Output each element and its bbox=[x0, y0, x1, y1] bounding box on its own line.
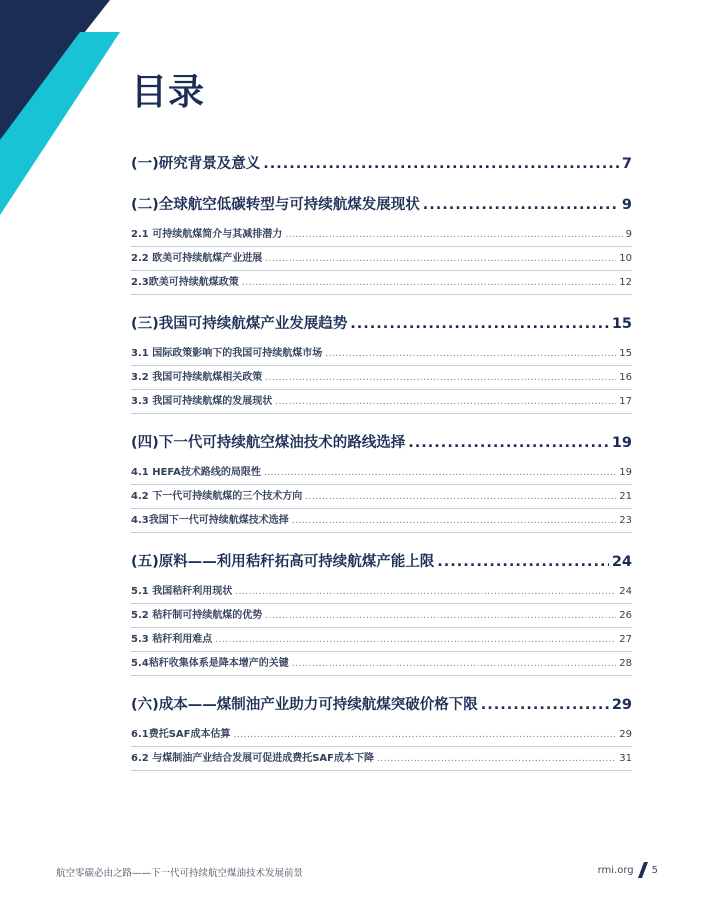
toc-entry-label: 5.4秸秆收集体系是降本增产的关键 bbox=[131, 658, 289, 669]
toc-leader-dots bbox=[285, 224, 622, 247]
footer-report-title: 航空零碳必由之路——下一代可持续航空煤油技术发展前景 bbox=[56, 868, 304, 879]
toc-section-heading[interactable] bbox=[131, 693, 632, 717]
toc-entry-page: 28 bbox=[619, 658, 632, 669]
table-of-contents bbox=[131, 152, 632, 788]
toc-leader-dots bbox=[292, 653, 617, 676]
toc-entry-label: 6.1费托SAF成本估算 bbox=[131, 729, 231, 740]
toc-leader-dots bbox=[437, 550, 609, 574]
toc-entry[interactable] bbox=[131, 652, 632, 676]
toc-leader-dots bbox=[235, 581, 616, 604]
toc-leader-dots bbox=[265, 367, 616, 390]
toc-section-page: 24 bbox=[611, 554, 632, 570]
toc-entry-label: 2.2 欧美可持续航煤产业进展 bbox=[131, 253, 263, 264]
toc-entry-page: 15 bbox=[619, 348, 632, 359]
toc-section bbox=[131, 312, 632, 414]
toc-entry[interactable] bbox=[131, 271, 632, 295]
toc-section-heading[interactable] bbox=[131, 152, 632, 176]
toc-entry[interactable] bbox=[131, 223, 632, 247]
toc-entry-label: 3.2 我国可持续航煤相关政策 bbox=[131, 372, 263, 383]
toc-leader-dots bbox=[242, 272, 617, 295]
toc-entry[interactable] bbox=[131, 580, 632, 604]
toc-leader-dots bbox=[265, 605, 616, 628]
toc-section-heading[interactable] bbox=[131, 431, 632, 455]
toc-entry-page: 24 bbox=[619, 586, 632, 597]
toc-entry-label: 6.2 与煤制油产业结合发展可促进成费托SAF成本下降 bbox=[131, 753, 374, 764]
toc-leader-dots bbox=[275, 391, 616, 414]
toc-entry-page: 27 bbox=[619, 634, 632, 645]
toc-section-heading[interactable] bbox=[131, 550, 632, 574]
toc-leader-dots bbox=[350, 312, 609, 336]
toc-entry[interactable] bbox=[131, 723, 632, 747]
toc-entry-label: 4.1 HEFA技术路线的局限性 bbox=[131, 467, 261, 478]
toc-entry-label: 3.3 我国可持续航煤的发展现状 bbox=[131, 396, 273, 407]
toc-leader-dots bbox=[423, 193, 619, 217]
footer-site: rmi.org bbox=[597, 864, 634, 876]
toc-section bbox=[131, 152, 632, 176]
toc-entry-page: 23 bbox=[619, 515, 632, 526]
toc-entry[interactable] bbox=[131, 342, 632, 366]
toc-leader-dots bbox=[408, 431, 609, 455]
toc-section-title: (六)成本——煤制油产业助力可持续航煤突破价格下限 bbox=[131, 697, 478, 713]
toc-section bbox=[131, 693, 632, 771]
toc-entry-page: 31 bbox=[619, 753, 632, 764]
toc-entry-page: 12 bbox=[619, 277, 632, 288]
toc-section-page: 29 bbox=[611, 697, 632, 713]
toc-leader-dots bbox=[264, 462, 616, 485]
footer-page-number: 5 bbox=[651, 864, 658, 876]
toc-section-page: 9 bbox=[621, 197, 632, 213]
toc-entry-label: 3.1 国际政策影响下的我国可持续航煤市场 bbox=[131, 348, 323, 359]
toc-entry[interactable] bbox=[131, 604, 632, 628]
toc-leader-dots bbox=[265, 248, 616, 271]
toc-entry[interactable] bbox=[131, 247, 632, 271]
toc-section-heading[interactable] bbox=[131, 312, 632, 336]
toc-entry-label: 4.3我国下一代可持续航煤技术选择 bbox=[131, 515, 289, 526]
toc-section-title: (一)研究背景及意义 bbox=[131, 156, 261, 172]
toc-entry[interactable] bbox=[131, 390, 632, 414]
toc-section-title: (二)全球航空低碳转型与可持续航煤发展现状 bbox=[131, 197, 420, 213]
toc-leader-dots bbox=[215, 629, 616, 652]
toc-entry-page: 17 bbox=[619, 396, 632, 407]
toc-entry-page: 9 bbox=[625, 229, 632, 240]
toc-entry-label: 2.1 可持续航煤简介与其减排潜力 bbox=[131, 229, 283, 240]
toc-entry-page: 16 bbox=[619, 372, 632, 383]
toc-entry[interactable] bbox=[131, 485, 632, 509]
toc-section-page: 7 bbox=[621, 156, 632, 172]
toc-leader-dots bbox=[234, 724, 617, 747]
toc-section-title: (五)原料——利用秸秆拓高可持续航煤产能上限 bbox=[131, 554, 435, 570]
toc-section-heading[interactable] bbox=[131, 193, 632, 217]
toc-section-title: (四)下一代可持续航空煤油技术的路线选择 bbox=[131, 435, 406, 451]
toc-entry[interactable] bbox=[131, 366, 632, 390]
toc-section-page: 15 bbox=[611, 316, 632, 332]
toc-leader-dots bbox=[325, 343, 616, 366]
toc-leader-dots bbox=[263, 152, 619, 176]
toc-entry[interactable] bbox=[131, 509, 632, 533]
toc-section bbox=[131, 550, 632, 676]
toc-entry-page: 29 bbox=[619, 729, 632, 740]
toc-leader-dots bbox=[377, 748, 616, 771]
toc-entry[interactable] bbox=[131, 628, 632, 652]
toc-leader-dots bbox=[292, 510, 617, 533]
toc-entry-label: 4.2 下一代可持续航煤的三个技术方向 bbox=[131, 491, 303, 502]
toc-entry-page: 19 bbox=[619, 467, 632, 478]
toc-entry[interactable] bbox=[131, 461, 632, 485]
toc-entry[interactable] bbox=[131, 747, 632, 771]
toc-section-title: (三)我国可持续航煤产业发展趋势 bbox=[131, 316, 348, 332]
corner-decoration bbox=[0, 0, 120, 215]
toc-section bbox=[131, 431, 632, 533]
toc-section-page: 19 bbox=[611, 435, 632, 451]
toc-entry-page: 26 bbox=[619, 610, 632, 621]
toc-entry-label: 5.2 秸秆制可持续航煤的优势 bbox=[131, 610, 263, 621]
toc-entry-page: 10 bbox=[619, 253, 632, 264]
slash-icon bbox=[638, 862, 648, 878]
toc-entry-label: 5.1 我国秸秆利用现状 bbox=[131, 586, 233, 597]
toc-entry-label: 5.3 秸秆利用难点 bbox=[131, 634, 213, 645]
page-title: 目录 bbox=[131, 72, 206, 113]
footer-right bbox=[598, 862, 658, 878]
toc-section bbox=[131, 193, 632, 295]
toc-entry-page: 21 bbox=[619, 491, 632, 502]
toc-leader-dots bbox=[305, 486, 616, 509]
toc-leader-dots bbox=[481, 693, 609, 717]
toc-entry-label: 2.3欧美可持续航煤政策 bbox=[131, 277, 239, 288]
